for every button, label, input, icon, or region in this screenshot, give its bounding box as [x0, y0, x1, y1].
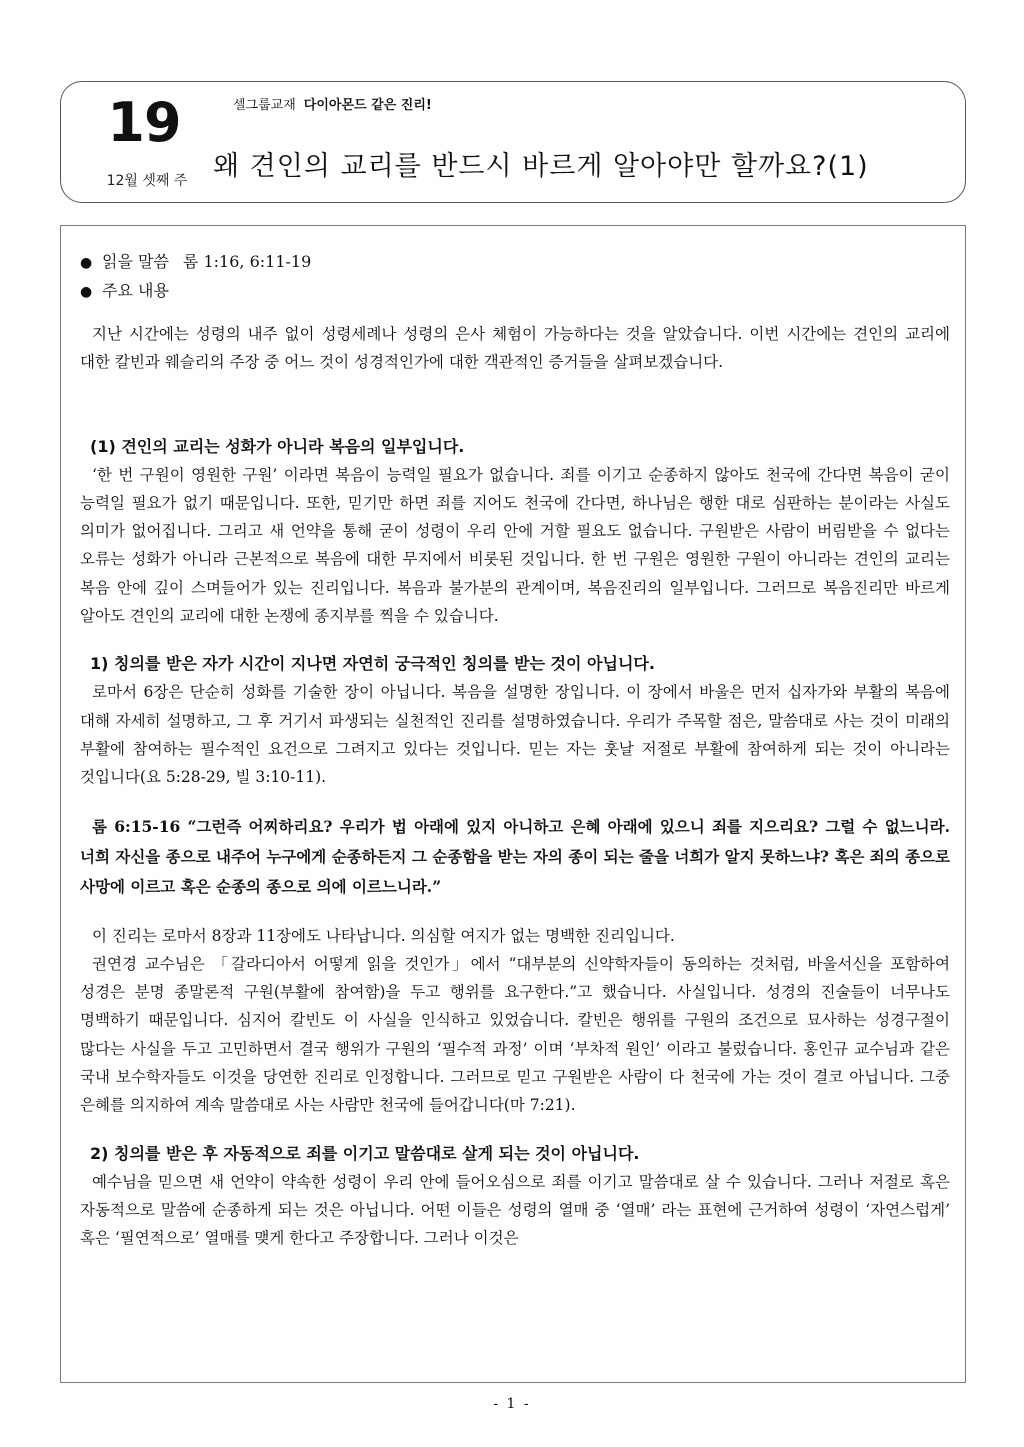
scripture-quote: 롬 6:15-16 “그런즉 어찌하리요? 우리가 법 아래에 있지 아니하고 은혜 아래에 있으니 죄를 지으리요? 그럴 수 없느니라. 너희 자신을 종으로 내주어 누구에게 순종하든지 그 순종함을 받는 자의 종이 되는 줄을 너희가 알지 못하느냐? 혹은 죄의 종으로 사망에 이르고 혹은 순종의 종으로 의에 이르느니라.” [80, 816, 950, 896]
content-box [60, 225, 966, 1383]
subsection-2-heading: 2) 칭의를 받은 후 자동적으로 죄를 이기고 말씀대로 살게 되는 것이 아닙니다. [90, 1143, 640, 1163]
subsection-1-body-3: 권연경 교수님은 「갈라디아서 어떻게 읽을 것인가」에서 “대부분의 신약학자들이 동의하는 것처럼, 바울서신을 포함하여 성경은 분명 종말론적 구원(부활에 참여함)을 두고 행위를 요구한다.”고 했습니다. 사실입니다. 성경의 진술들이 너무나도 명백하기 때문입니다. 심지어 칼빈도 이 사실을 인식하고 있었습니다. 칼빈은 행위를 구원의 조건으로 묘사하는 성경구절이 많다는 사실을 두고 고민하면서 결국 행위가 구원의 ‘필수적 과정’ 이며 ‘부차적 원인’ 이라고 불렀습니다. 홍인규 교수님과 같은 국내 보수학자들도 이것을 당연한 진리로 인정합니다. 그러므로 믿고 구원받은 사람이 다 천국에 가는 것이 결코 아닙니다. 그중 은혜를 의지하여 계속 말씀대로 사는 사람만 천국에 들어갑니다(마 7:21). [80, 954, 950, 1115]
section-1-heading: (1) 견인의 교리는 성화가 아니라 복음의 일부입니다. [90, 436, 465, 456]
reading-line [80, 248, 950, 277]
lesson-number: 19 [107, 91, 181, 154]
lesson-header [60, 81, 966, 203]
page-title: 왜 견인의 교리를 반드시 바르게 알아야만 할까요?(1) [213, 151, 869, 182]
summary-label: 주요 내용 [102, 281, 169, 300]
summary-line [80, 277, 950, 306]
series-line [233, 94, 432, 113]
subsection-1-heading: 1) 칭의를 받은 자가 시간이 지나면 자연히 궁극적인 칭의를 받는 것이 아닙니다. [90, 654, 655, 674]
series-label: 셀그룹교재 [233, 98, 296, 113]
section-1-body: ‘한 번 구원이 영원한 구원’ 이라면 복음이 능력일 필요가 없습니다. 죄를 이기고 순종하지 않아도 천국에 간다면 복음이 굳이 능력일 필요가 없기 때문입니다. 또한, 믿기만 하면 죄를 지어도 천국에 간다면, 하나님은 행한 대로 심판하는 분이라는 사실도 의미가 없어집니다. 그리고 새 언약을 통해 굳이 성령이 우리 안에 거할 필요도 없습니다. 구원받은 사람이 버림받을 수 없다는 오류는 성화가 아니라 근본적으로 복음에 대한 무지에서 비롯된 것입니다. 한 번 구원은 영원한 구원이 아니라는 견인의 교리는 복음 안에 깊이 스며들어가 있는 진리입니다. 복음과 불가분의 관계이며, 복음진리의 일부입니다. 그러므로 복음진리만 바르게 알아도 견인의 교리에 대한 논쟁에 종지부를 찍을 수 있습니다. [80, 465, 950, 626]
subsection-2-body: 예수님을 믿으면 새 언약이 약속한 성령이 우리 안에 들어오심으로 죄를 이기고 말씀대로 살 수 있습니다. 그러나 저절로 혹은 자동적으로 말씀에 순종하게 되는 것은 아닙니다. 어떤 이들은 성령의 열매 중 ‘열매’ 라는 표현에 근거하여 성령이 ‘자연스럽게’ 혹은 ‘필연적으로’ 열매를 맺게 한다고 주장합니다. 그러나 이것은 [80, 1172, 950, 1248]
subsection-1-body-2: 이 진리는 로마서 8장과 11장에도 나타납니다. 의심할 여지가 없는 명백한 진리입니다. [92, 926, 675, 945]
content [80, 248, 950, 1253]
page-number: - 1 - [493, 1396, 531, 1412]
lesson-week: 12월 셋째 주 [106, 173, 188, 189]
bullet-icon: ● [80, 255, 93, 271]
reading-label: 읽을 말씀 [102, 252, 169, 271]
subsection-1-body: 로마서 6장은 단순히 성화를 기술한 장이 아닙니다. 복음을 설명한 장입니다. 이 장에서 바울은 먼저 십자가와 부활의 복음에 대해 자세히 설명하고, 그 후 거기서 파생되는 실천적인 진리를 설명하였습니다. 우리가 주목할 점은, 말씀대로 사는 것이 미래의 부활에 참여하는 필수적인 요건으로 그려지고 있다는 것입니다. 믿는 자는 훗날 저절로 부활에 참여하게 되는 것이 아니라는 것입니다(요 5:28-29, 빌 3:10-11). [80, 683, 950, 787]
bullet-icon: ● [80, 284, 93, 300]
reading-value: 롬 1:16, 6:11-19 [182, 252, 312, 271]
book-title: 다이아몬드 같은 진리! [303, 98, 432, 113]
intro-paragraph: 지난 시간에는 성령의 내주 없이 성령세례나 성령의 은사 체험이 가능하다는 것을 알았습니다. 이번 시간에는 견인의 교리에 대한 칼빈과 웨슬리의 주장 중 어느 것이 성경적인가에 대한 객관적인 증거들을 살펴보겠습니다. [80, 325, 950, 372]
